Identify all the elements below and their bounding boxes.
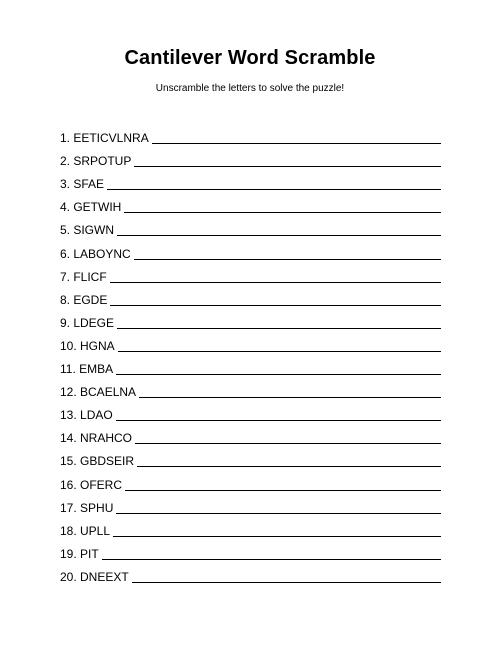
answer-line — [117, 316, 441, 329]
answer-line — [132, 570, 441, 583]
list-item — [60, 191, 441, 214]
answer-line — [110, 270, 441, 283]
scrambled-word: 12. BCAELNA — [60, 385, 137, 400]
answer-line — [117, 223, 441, 236]
answer-line — [107, 177, 441, 190]
list-item — [60, 376, 441, 399]
list-item — [60, 492, 441, 515]
scrambled-word: 2. SRPOTUP — [60, 154, 132, 169]
scrambled-word: 10. HGNA — [60, 338, 115, 353]
list-item — [60, 561, 441, 584]
answer-line — [134, 247, 441, 260]
answer-line — [116, 408, 441, 421]
answer-line — [139, 385, 441, 398]
answer-line — [116, 362, 441, 375]
scrambled-word: 20. DNEEXT — [60, 569, 129, 584]
answer-line — [137, 454, 441, 467]
scrambled-word: 13. LDAO — [60, 408, 113, 423]
scrambled-word: 18. UPLL — [60, 523, 111, 538]
scrambled-word: 8. EGDE — [60, 292, 108, 307]
scrambled-word: 7. FLICF — [60, 269, 107, 284]
answer-line — [135, 431, 441, 444]
answer-line — [118, 339, 441, 352]
answer-line — [110, 293, 441, 306]
scrambled-word: 5. SIGWN — [60, 223, 115, 238]
list-item — [60, 214, 441, 237]
answer-line — [102, 547, 441, 560]
answer-line — [113, 524, 441, 537]
scrambled-word: 1. EETICVLNRA — [60, 131, 149, 146]
scrambled-word: 16. OFERC — [60, 477, 123, 492]
answer-line — [124, 200, 441, 213]
scramble-list — [60, 122, 441, 584]
scrambled-word: 3. SFAE — [60, 177, 105, 192]
list-item — [60, 422, 441, 445]
list-item — [60, 445, 441, 468]
list-item — [60, 237, 441, 260]
scrambled-word: 11. EMBA — [60, 362, 114, 377]
answer-line — [134, 154, 441, 167]
scrambled-word: 17. SPHU — [60, 500, 114, 515]
page-title: Cantilever Word Scramble — [124, 47, 376, 69]
list-item — [60, 515, 441, 538]
answer-line — [125, 478, 441, 491]
scrambled-word: 9. LDEGE — [60, 315, 115, 330]
list-item — [60, 399, 441, 422]
list-item — [60, 353, 441, 376]
list-item — [60, 145, 441, 168]
page-subtitle: Unscramble the letters to solve the puzzle! — [155, 83, 345, 94]
list-item — [60, 538, 441, 561]
answer-line — [116, 501, 441, 514]
list-item — [60, 122, 441, 145]
list-item — [60, 330, 441, 353]
list-item — [60, 468, 441, 491]
list-item — [60, 284, 441, 307]
scrambled-word: 15. GBDSEIR — [60, 454, 135, 469]
answer-line — [152, 131, 441, 144]
list-item — [60, 261, 441, 284]
scrambled-word: 4. GETWIH — [60, 200, 122, 215]
scrambled-word: 14. NRAHCO — [60, 431, 133, 446]
list-item — [60, 307, 441, 330]
scrambled-word: 19. PIT — [60, 546, 99, 561]
list-item — [60, 168, 441, 191]
scrambled-word: 6. LABOYNC — [60, 246, 131, 261]
